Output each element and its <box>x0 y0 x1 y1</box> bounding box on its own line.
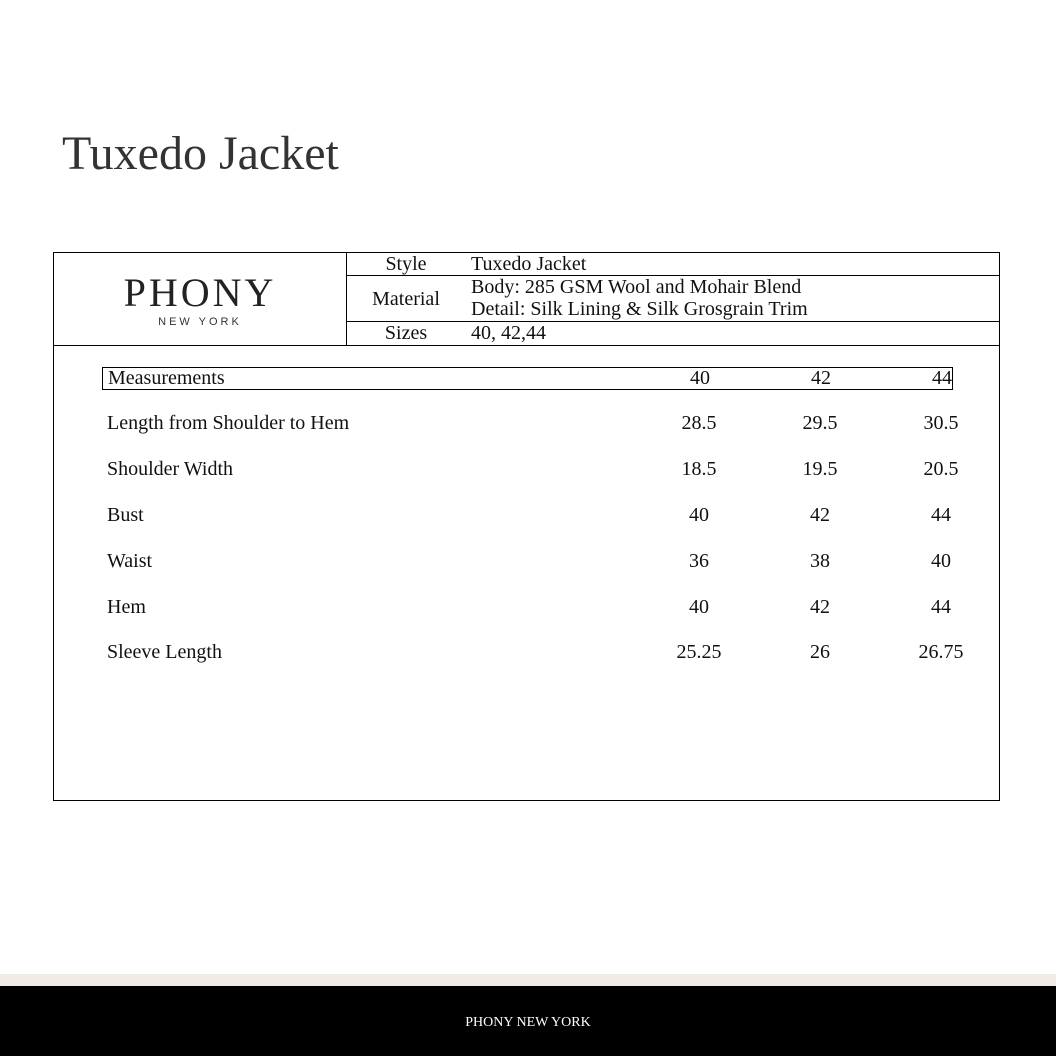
measurement-value: 30.5 <box>923 412 959 434</box>
measurement-label: Bust <box>107 504 144 526</box>
style-value: Tuxedo Jacket <box>471 253 587 275</box>
footer <box>0 986 1056 1056</box>
material-line-2: Detail: Silk Lining & Silk Grosgrain Trim <box>471 298 808 320</box>
table-row <box>102 551 953 575</box>
measurement-value: 19.5 <box>802 458 838 480</box>
measurements-header-label: Measurements <box>108 367 225 389</box>
size-42-header: 42 <box>811 367 831 389</box>
measurement-value: 38 <box>810 550 830 572</box>
measurement-value: 26.75 <box>918 641 964 663</box>
measurement-value: 44 <box>931 504 951 526</box>
material-label: Material <box>372 288 440 310</box>
measurement-value: 40 <box>689 596 709 618</box>
measurement-value: 28.5 <box>681 412 717 434</box>
table-row <box>102 597 953 621</box>
size-40-header: 40 <box>690 367 710 389</box>
measurement-label: Hem <box>107 596 146 618</box>
measurement-value: 42 <box>810 596 830 618</box>
measurements-header <box>102 367 953 390</box>
table-row <box>102 412 959 437</box>
measurement-label: Waist <box>107 550 153 572</box>
style-label: Style <box>385 253 427 275</box>
measurement-value: 20.5 <box>923 458 959 480</box>
measurement-value: 25.25 <box>676 641 722 663</box>
brand-tagline: NEW YORK <box>158 316 242 328</box>
table-row <box>102 641 964 666</box>
spec-header <box>54 253 999 346</box>
spec-row-style <box>346 253 999 276</box>
table-row <box>102 458 959 483</box>
spec-sheet <box>53 252 1000 801</box>
material-line-1: Body: 285 GSM Wool and Mohair Blend <box>471 276 802 298</box>
spec-row-sizes <box>346 322 999 345</box>
measurement-label: Shoulder Width <box>107 458 234 480</box>
measurement-value: 42 <box>810 504 830 526</box>
sizes-label: Sizes <box>384 322 428 344</box>
sizes-value: 40, 42,44 <box>471 322 546 344</box>
table-row <box>102 505 953 529</box>
measurement-value: 18.5 <box>681 458 717 480</box>
measurement-value: 29.5 <box>802 412 838 434</box>
brand-name: PHONY <box>123 270 277 315</box>
measurement-value: 40 <box>931 550 951 572</box>
footer-brand-text: PHONY NEW YORK <box>465 1015 591 1030</box>
measurement-label: Sleeve Length <box>107 641 222 663</box>
measurement-value: 44 <box>931 596 951 618</box>
measurement-value: 36 <box>689 550 709 572</box>
measurement-label: Length from Shoulder to Hem <box>107 412 350 434</box>
footer-divider <box>0 974 1056 986</box>
page-title: Tuxedo Jacket <box>62 127 339 180</box>
measurement-value: 40 <box>689 504 709 526</box>
size-44-header: 44 <box>932 367 952 389</box>
measurement-value: 26 <box>810 641 830 663</box>
spec-row-material <box>346 276 999 322</box>
brand-logo <box>54 253 347 345</box>
